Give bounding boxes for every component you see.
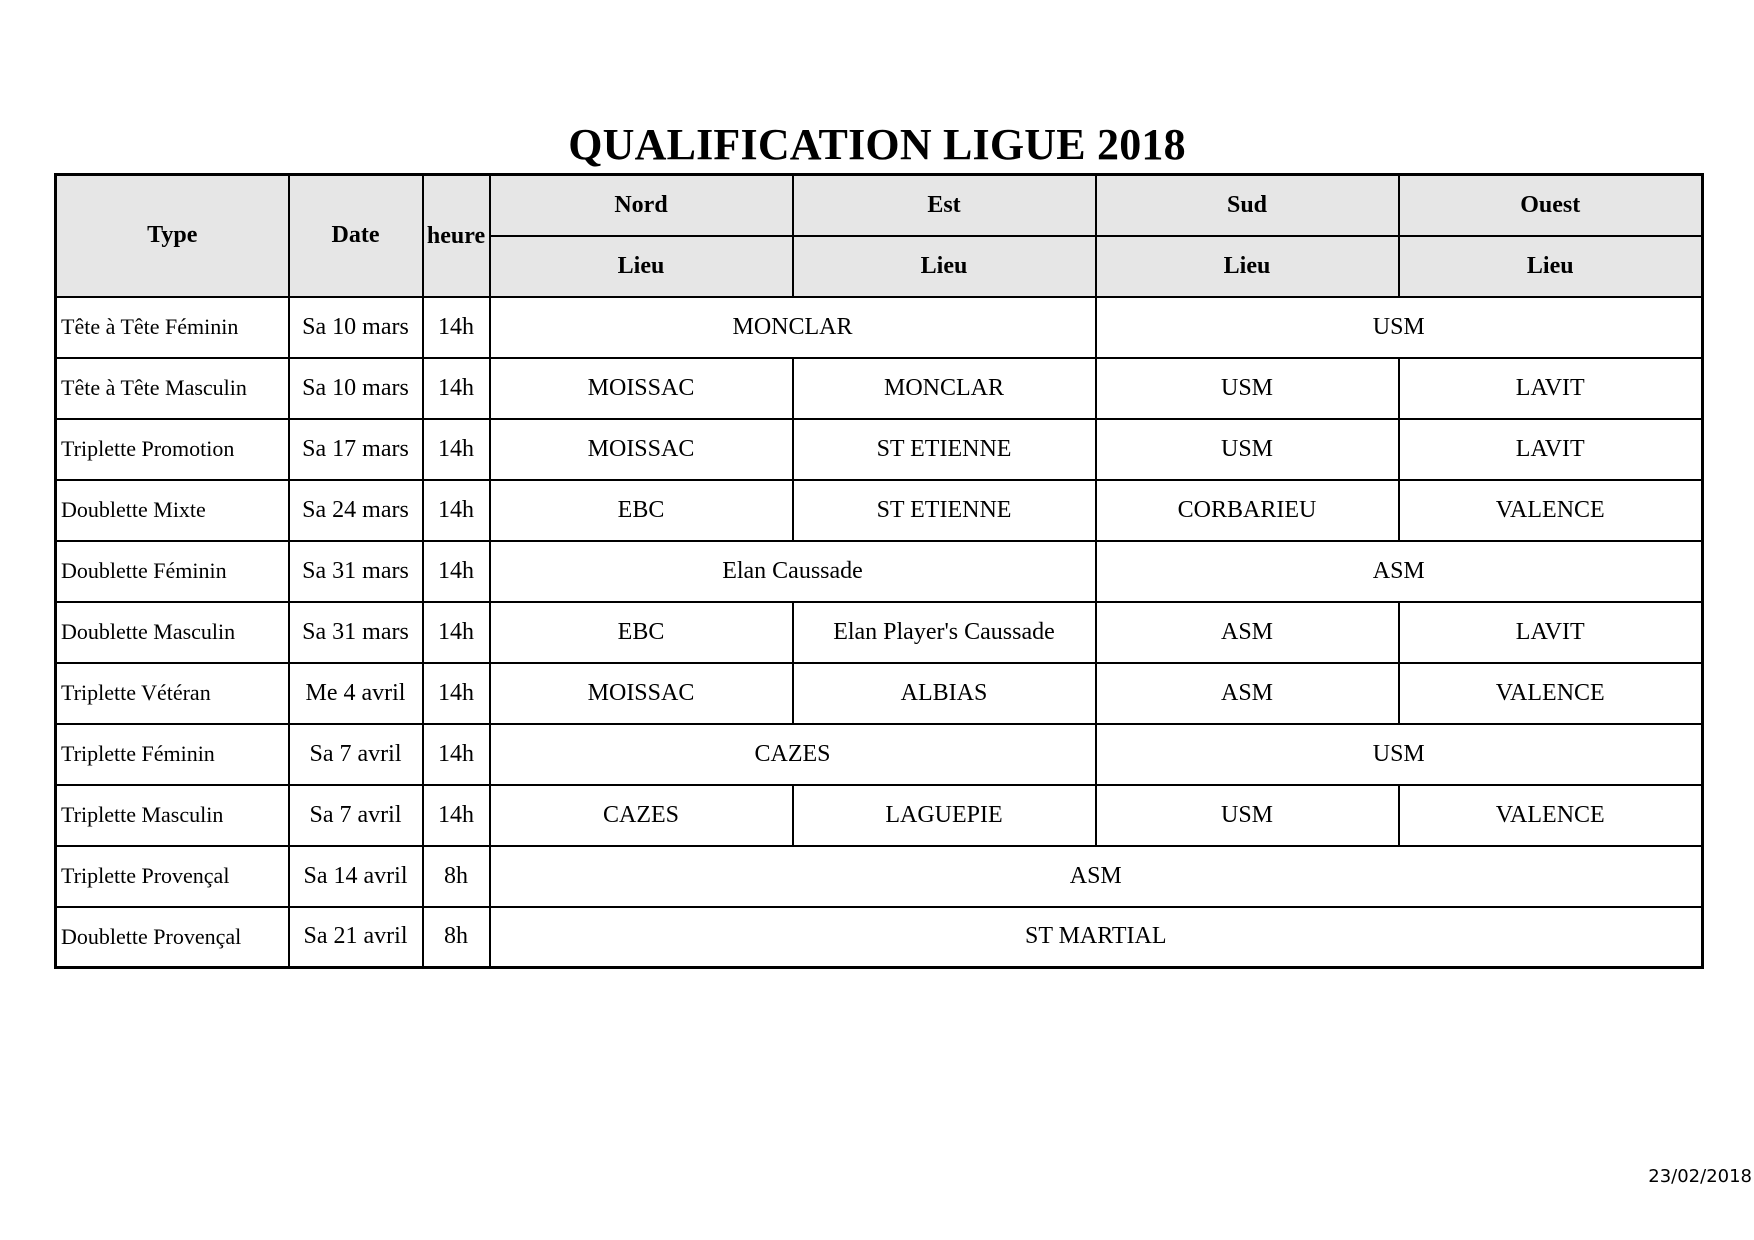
header-lieu-ouest: Lieu [1399,236,1703,297]
table-row [56,419,1703,480]
page-title: QUALIFICATION LIGUE 2018 [568,120,1186,169]
venue-cell: ASM [1096,541,1703,602]
venue-cell: EBC [490,480,793,541]
date-cell: Sa 31 mars [289,541,423,602]
type-cell: Doublette Féminin [56,541,289,602]
footer-date: 23/02/2018 [1648,1166,1752,1187]
type-cell: Doublette Provençal [56,907,289,968]
venue-cell: ASM [1096,602,1399,663]
venue-cell: ASM [1096,663,1399,724]
table-header [56,175,1703,297]
header-row-zones [56,175,1703,236]
venue-cell: USM [1096,724,1703,785]
date-cell: Sa 17 mars [289,419,423,480]
venue-cell: ST ETIENNE [793,480,1096,541]
time-cell: 14h [423,358,490,419]
type-cell: Triplette Masculin [56,785,289,846]
time-cell: 14h [423,297,490,358]
venue-cell: LAVIT [1399,358,1703,419]
venue-cell: MOISSAC [490,358,793,419]
venue-cell: ST MARTIAL [490,907,1703,968]
venue-cell: EBC [490,602,793,663]
header-date: Date [289,175,423,297]
header-zone-sud: Sud [1096,175,1399,236]
venue-cell: MOISSAC [490,663,793,724]
header-lieu-nord: Lieu [490,236,793,297]
date-cell: Sa 21 avril [289,907,423,968]
header-zone-est: Est [793,175,1096,236]
venue-cell: LAVIT [1399,419,1703,480]
table-row [56,724,1703,785]
venue-cell: USM [1096,785,1399,846]
table-row [56,907,1703,968]
date-cell: Sa 14 avril [289,846,423,907]
time-cell: 14h [423,602,490,663]
venue-cell: USM [1096,358,1399,419]
venue-cell: ALBIAS [793,663,1096,724]
time-cell: 14h [423,541,490,602]
table-row [56,480,1703,541]
venue-cell: Elan Player's Caussade [793,602,1096,663]
type-cell: Triplette Provençal [56,846,289,907]
table-row [56,602,1703,663]
table-row [56,785,1703,846]
date-cell: Sa 24 mars [289,480,423,541]
date-cell: Sa 31 mars [289,602,423,663]
header-zone-nord: Nord [490,175,793,236]
date-cell: Sa 7 avril [289,785,423,846]
table-body [56,297,1703,968]
time-cell: 8h [423,846,490,907]
table-row [56,846,1703,907]
table-row [56,541,1703,602]
time-cell: 14h [423,785,490,846]
type-cell: Tête à Tête Masculin [56,358,289,419]
venue-cell: VALENCE [1399,480,1703,541]
venue-cell: LAVIT [1399,602,1703,663]
date-cell: Sa 10 mars [289,358,423,419]
venue-cell: MOISSAC [490,419,793,480]
date-cell: Me 4 avril [289,663,423,724]
venue-cell: VALENCE [1399,663,1703,724]
venue-cell: USM [1096,419,1399,480]
time-cell: 14h [423,480,490,541]
venue-cell: CAZES [490,785,793,846]
header-heure: heure [423,175,490,297]
venue-cell: CAZES [490,724,1096,785]
venue-cell: VALENCE [1399,785,1703,846]
venue-cell: USM [1096,297,1703,358]
time-cell: 14h [423,724,490,785]
type-cell: Tête à Tête Féminin [56,297,289,358]
time-cell: 14h [423,663,490,724]
header-lieu-sud: Lieu [1096,236,1399,297]
venue-cell: MONCLAR [793,358,1096,419]
type-cell: Doublette Mixte [56,480,289,541]
venue-cell: ST ETIENNE [793,419,1096,480]
venue-cell: CORBARIEU [1096,480,1399,541]
qualification-schedule-table [54,173,1704,969]
table-row [56,663,1703,724]
venue-cell: LAGUEPIE [793,785,1096,846]
type-cell: Triplette Féminin [56,724,289,785]
date-cell: Sa 10 mars [289,297,423,358]
type-cell: Triplette Promotion [56,419,289,480]
table-row [56,358,1703,419]
type-cell: Triplette Vétéran [56,663,289,724]
venue-cell: Elan Caussade [490,541,1096,602]
header-lieu-est: Lieu [793,236,1096,297]
time-cell: 14h [423,419,490,480]
date-cell: Sa 7 avril [289,724,423,785]
header-zone-ouest: Ouest [1399,175,1703,236]
header-type: Type [56,175,289,297]
venue-cell: ASM [490,846,1703,907]
table-row [56,297,1703,358]
venue-cell: MONCLAR [490,297,1096,358]
time-cell: 8h [423,907,490,968]
type-cell: Doublette Masculin [56,602,289,663]
